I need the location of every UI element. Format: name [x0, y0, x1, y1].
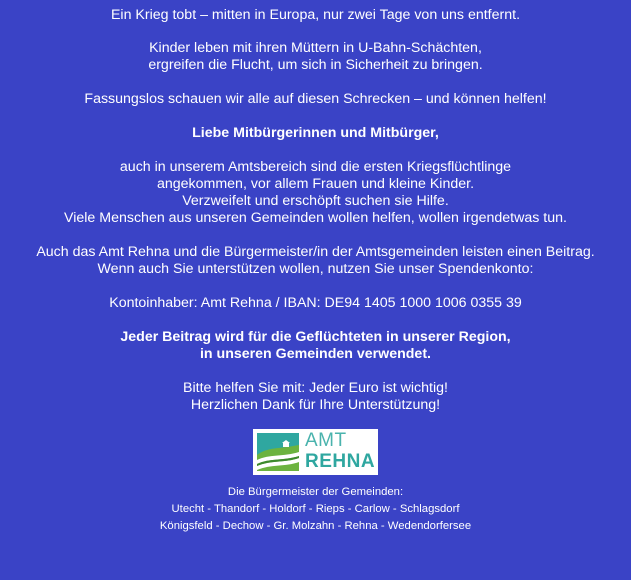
- account-line: Kontoinhaber: Amt Rehna / IBAN: DE94 1405 1000 1006 0355 39: [109, 295, 522, 311]
- footer-municipalities-2: Königsfeld - Dechow - Gr. Molzahn - Rehna - Wedendorfersee: [159, 520, 472, 532]
- amt-paragraph: [6, 244, 625, 278]
- footer-heading: Die Bürgermeister der Gemeinden:: [227, 486, 404, 498]
- landscape-icon: [257, 433, 299, 471]
- shock-line: Fassungslos schauen wir alle auf diesen Schrecken – und können helfen!: [84, 91, 547, 107]
- help-line-1: Bitte helfen Sie mit: Jeder Euro ist wichtig!: [183, 380, 448, 396]
- refugees-line-4: Viele Menschen aus unseren Gemeinden wollen helfen, wollen irgendetwas tun.: [64, 210, 567, 226]
- usage-paragraph: [6, 329, 625, 363]
- children-line-1: Kinder leben mit ihren Müttern in U-Bahn-Schächten,: [149, 40, 482, 56]
- salutation-line: Liebe Mitbürgerinnen und Mitbürger,: [192, 125, 439, 141]
- refugees-paragraph: [6, 159, 625, 227]
- footer-municipalities-1: Utecht - Thandorf - Holdorf - Rieps - Carlow - Schlagsdorf: [171, 503, 460, 515]
- mayors-footer: [6, 484, 625, 535]
- logo-word-amt: AMT: [305, 430, 347, 451]
- shock-paragraph: [6, 91, 625, 108]
- intro-line: Ein Krieg tobt – mitten in Europa, nur zwei Tage von uns entfernt.: [110, 7, 521, 23]
- usage-line-2: in unseren Gemeinden verwendet.: [199, 346, 431, 362]
- salutation: [6, 125, 625, 142]
- refugees-line-2: angekommen, vor allem Frauen und kleine Kinder.: [156, 176, 475, 192]
- amt-rehna-logo: [253, 429, 378, 475]
- help-paragraph: [6, 380, 625, 414]
- intro-paragraph: [6, 7, 625, 24]
- children-line-2: ergreifen die Flucht, um sich in Sicherheit zu bringen.: [148, 57, 483, 73]
- refugees-line-3: Verzweifelt und erschöpft suchen sie Hilfe.: [182, 193, 449, 209]
- logo-word-rehna: REHNA: [305, 451, 376, 472]
- logo-wordmark: [305, 431, 375, 471]
- help-line-2: Herzlichen Dank für Ihre Unterstützung!: [190, 397, 441, 413]
- amt-line-1: Auch das Amt Rehna und die Bürgermeister/in der Amtsgemeinden leisten einen Beitrag.: [36, 244, 595, 260]
- children-paragraph: [6, 40, 625, 74]
- amt-line-2: Wenn auch Sie unterstützen wollen, nutzen Sie unser Spendenkonto:: [97, 261, 534, 277]
- usage-line-1: Jeder Beitrag wird für die Geflüchteten in unserer Region,: [120, 329, 511, 345]
- account-paragraph: [6, 295, 625, 312]
- refugees-line-1: auch in unserem Amtsbereich sind die ersten Kriegsflüchtlinge: [119, 159, 512, 175]
